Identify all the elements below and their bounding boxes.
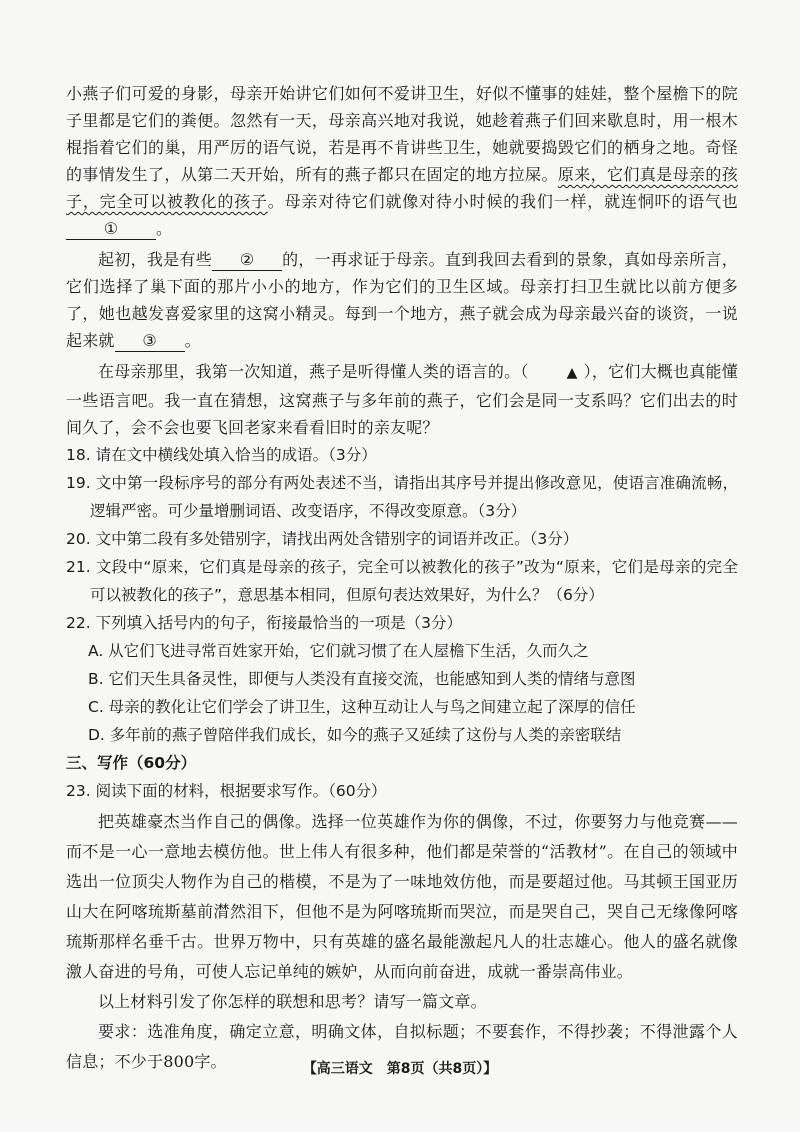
passage-paragraph-2: 起初，我是有些 ② 的，一再求证于母亲。直到我回去看到的景象，真如母亲所言，它们选择了巢下面的那片小小的地方，作为它们的卫生区域。母亲打扫卫生就比以前方便多了，她也越发喜爱家里的这窝小精灵。每到一个地方，燕子就会成为母亲最兴奋的谈资，一说起来就 ③ 。 — [66, 250, 738, 350]
option-a: A. 从它们飞进寻常百姓家开始，它们就习惯了在人屋檐下生活，久而久之 — [88, 642, 589, 660]
option-b: B. 它们天生具备灵性，即便与人类没有直接交流，也能感知到人类的情绪与意图 — [88, 670, 636, 688]
page-footer: 【高三语文 第8页（共8页）】 — [302, 1061, 498, 1077]
blank-2: ② — [212, 250, 282, 271]
option-d: D. 多年前的燕子曾陪伴我们成长，如今的燕子又延续了这份与人类的亲密联结 — [88, 726, 622, 744]
question-21: 21. 文段中“原来，它们真是母亲的孩子，完全可以被教化的孩子”改为“原来，它们是母亲的完全可以被教化的孩子”，意思基本相同，但原句表达效果好，为什么？（6分） — [66, 558, 738, 604]
material-text: 把英雄豪杰当作自己的偶像。选择一位英雄作为你的偶像，不过，你要努力与他竞赛——而不是一心一意地去模仿他。世上伟人有很多种，他们都是荣誉的“活教材”。在自己的领域中选出一位顶尖人物作为自己的楷模，不是为了一味地效仿他，而是要超过他。马其顿王国亚历山大在阿喀琉斯墓前潸然泪下，但他不是为阿喀琉斯而哭泣，而是哭自己，哭自己无缘像阿喀琉斯那样名垂千古。世界万物中，只有英雄的盛名最能激起凡人的壮志雄心。他人的盛名就像激人奋进的号角，可使人忘记单纯的嫉妒，从而向前奋进，成就一番崇高伟业。 — [66, 812, 738, 981]
blank-3: ③ — [115, 331, 185, 352]
triangle-placeholder-icon: ▲ — [566, 365, 578, 381]
question-22: 22. 下列填入括号内的句子，衔接最恰当的一项是（3分） — [66, 614, 462, 632]
question-20: 20. 文中第二段有多处错别字，请找出两处含错别字的词语并改正。（3分） — [66, 530, 579, 548]
page-content — [66, 80, 738, 1077]
wavy-underlined-sentence: 原来，它们真是母亲的孩子，完全可以被教化的孩子 — [66, 165, 738, 211]
question-18: 18. 请在文中横线处填入恰当的成语。（3分） — [66, 446, 377, 464]
writing-section-title: 三、写作（60分） — [66, 754, 197, 772]
question-19: 19. 文中第一段标序号的部分有两处表述不当，请指出其序号并提出修改意见，使语言准确流畅，逻辑严密。可少量增删词语、改变语序，不得改变原意。（3分） — [66, 474, 738, 520]
writing-requirements: 要求：选准角度，确定立意，明确文体，自拟标题；不要套作，不得抄袭；不得泄露个人信息；不少于800字。 — [66, 1022, 738, 1071]
option-c: C. 母亲的教化让它们学会了讲卫生，这种互动让人与鸟之间建立起了深厚的信任 — [88, 698, 636, 716]
passage-paragraph-1: 小燕子们可爱的身影，母亲开始讲它们如何不爱讲卫生，好似不懂事的娃娃，整个屋檐下的院子里都是它们的粪便。忽然有一天，母亲高兴地对我说，她趁着燕子们回来歇息时，用一根木棍指着它们的巢，用严厉的语气说，若是再不肯讲些卫生，她就要捣毁它们的栖身之地。奇怪的事情发生了，从第二天开始，所有的燕子都只在固定的地方拉屎。原来，它们真是母亲的孩子，完全可以被教化的孩子。母亲对待它们就像对待小时候的我们一样，就连恫吓的语气也① 。 — [66, 84, 738, 238]
blank-1: ① — [66, 219, 156, 240]
passage-paragraph-3: 在母亲那里，我第一次知道，燕子是听得懂人类的语言的。（ ▲ ），它们大概也真能懂一些语言吧。我一直在猜想，这窝燕子与多年前的燕子，它们会是同一支系吗？它们出去的时间久了，会不会也要飞回老家来看看旧时的亲友呢？ — [66, 362, 738, 437]
writing-prompt: 以上材料引发了你怎样的联想和思考？请写一篇文章。 — [98, 992, 487, 1011]
question-23: 23. 阅读下面的材料，根据要求写作。（60分） — [66, 782, 387, 800]
writing-material — [66, 807, 738, 1077]
